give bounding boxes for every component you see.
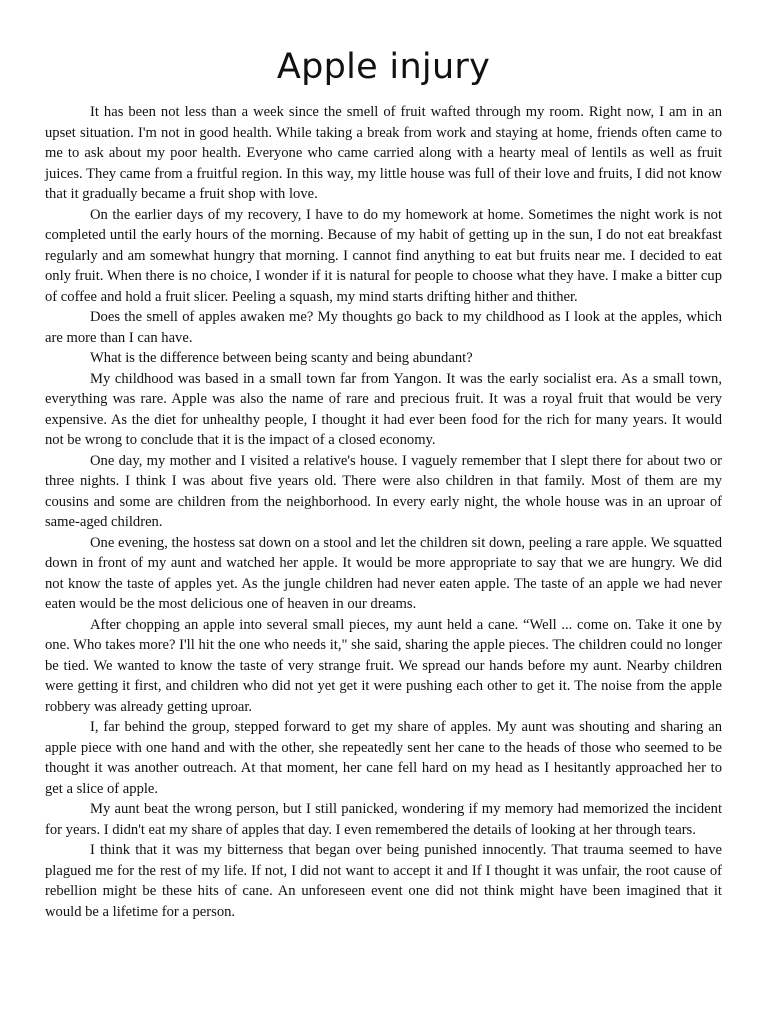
paragraph: I think that it was my bitterness that began over being punished innocently. That trauma seemed to have plagued me for the rest of my life. If not, I did not want to accept it and If I thought it was unfair, the root cause of rebellion might be these hits of cane. An unforeseen event one did not think might have been imagined that it would be a lifetime for a person. (45, 842, 722, 920)
paragraph: What is the difference between being scanty and being abundant? (90, 350, 473, 366)
paragraph: On the earlier days of my recovery, I have to do my homework at home. Sometimes the night work is not completed until the early hours of the morning. Because of my habit of getting up in the sun, I do not eat breakfast regularly and am somewhat hungry that morning. I cannot find anything to eat but fruits near me. I decided to eat only fruit. When there is no choice, I wonder if it is natural for people to choose what they have. I make a bitter cup of coffee and hold a fruit slicer. Peeling a squash, my mind starts drifting hither and thither. (45, 206, 722, 305)
document-body (45, 102, 722, 922)
paragraph: It has been not less than a week since the smell of fruit wafted through my room. Right now, I am in an upset situation. I'm not in good health. While taking a break from work and staying at home, friends often came to me to ask about my poor health. Everyone who came carried along with a hearty meal of lentils as well as fruit juices. They came from a fruitful region. In this way, my little house was full of their love and fruits, I did not know that it gradually became a fruit shop with love. (45, 104, 722, 202)
paragraph: My aunt beat the wrong person, but I still panicked, wondering if my memory had memorized the incident for years. I didn't eat my share of apples that day. I even remembered the details of looking at her through tears. (45, 801, 722, 838)
document-title: Apple injury (276, 47, 491, 87)
paragraph: One day, my mother and I visited a relative's house. I vaguely remember that I slept there for about two or three nights. I think I was about five years old. There were also children in that family. Most of them are my cousins and some are children from the neighborhood. In every early night, the whole house was in an uproar of same-aged children. (45, 452, 722, 530)
paragraph: My childhood was based in a small town far from Yangon. It was the early socialist era. As a small town, everything was rare. Apple was also the name of rare and precious fruit. It was a royal fruit that would be very expensive. As the diet for unhealthy people, I thought it had ever been food for the rich for many years. It would not be wrong to conclude that it is the impact of a closed economy. (45, 370, 722, 448)
paragraph: One evening, the hostess sat down on a stool and let the children sit down, peeling a rare apple. We squatted down in front of my aunt and watched her apple. It would be more appropriate to say that we are hungry. We did not know the taste of apples yet. As the jungle children had never eaten apple. The taste of an apple we had never eaten would be the most delicious one of heaven in our dreams. (45, 534, 722, 612)
paragraph: I, far behind the group, stepped forward to get my share of apples. My aunt was shouting and sharing an apple piece with one hand and with the other, she repeatedly sent her cane to the heads of those who seemed to be thought it was another outreach. At that moment, her cane fell hard on my head as I hesitantly approached her to get a slice of apple. (45, 719, 722, 797)
paragraph: Does the smell of apples awaken me? My thoughts go back to my childhood as I look at the apples, which are more than I can have. (45, 309, 722, 346)
paragraph: After chopping an apple into several small pieces, my aunt held a cane. “Well ... come on. Take it one by one. Who takes more? I'll hit the one who needs it," she said, sharing the apple pieces. The children could no longer be tied. We wanted to know the taste of very strange fruit. We spread our hands before my aunt. Nearby children were getting it first, and children who did not yet get it were pushing each other to get it. The noise from the apple robbery was already getting uproar. (45, 616, 722, 715)
document-page (45, 0, 722, 922)
